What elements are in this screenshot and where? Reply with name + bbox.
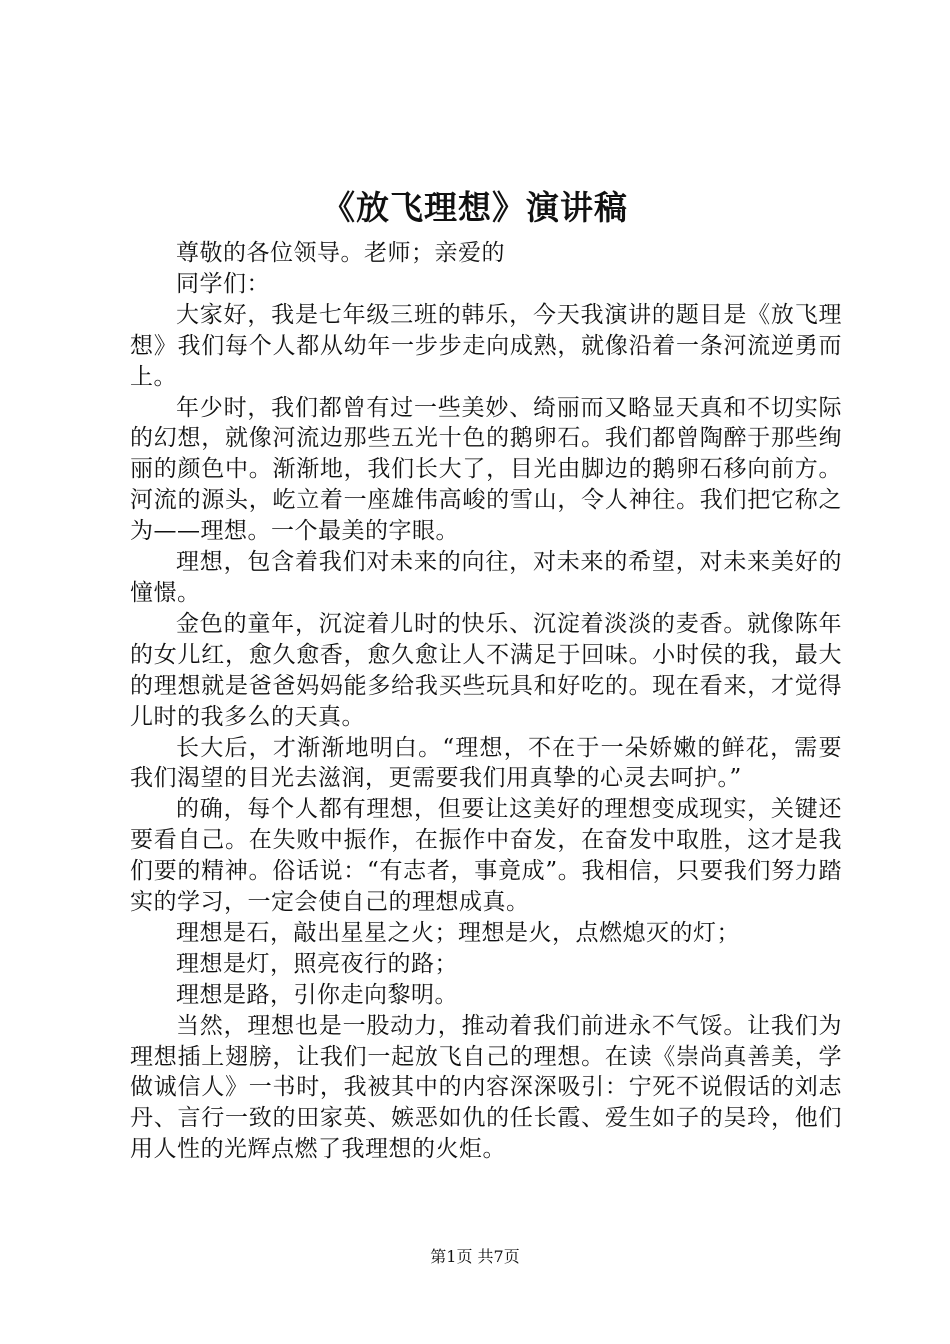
- page-footer: 第1页 共7页: [430, 1247, 520, 1266]
- paragraph: 理想是路，引你走向黎明。: [176, 981, 458, 1008]
- paragraph: 长大后，才渐渐地明白。“理想，不在于一朵娇嫩的鲜花，需要我们渴望的目光去滋润，更需要我们用真挚的心灵去呵护。”: [130, 734, 842, 792]
- document-body: [130, 238, 842, 1165]
- paragraph: 同学们：: [176, 270, 270, 297]
- paragraph: 的确，每个人都有理想，但要让这美好的理想变成现实，关键还要看自己。在失败中振作，在振作中奋发，在奋发中取胜，这才是我们要的精神。俗话说：“有志者，事竟成”。我相信，只要我们努力踏实的学习，一定会使自己的理想成真。: [130, 796, 842, 916]
- paragraph: 尊敬的各位领导。老师；亲爱的: [176, 240, 505, 266]
- paragraph: 当然，理想也是一股动力，推动着我们前进永不气馁。让我们为理想插上翅膀，让我们一起放飞自己的理想。在读《崇尚真善美，学做诚信人》一书时，我被其中的内容深深吸引：宁死不说假话的刘志丹、言行一致的田家英、嫉恶如仇的任长霞、爱生如子的吴玲，他们用人性的光辉点燃了我理想的火炬。: [130, 1012, 842, 1163]
- paragraph: 大家好，我是七年级三班的韩乐，今天我演讲的题目是《放飞理想》我们每个人都从幼年一步步走向成熟，就像沿着一条河流逆勇而上。: [130, 301, 842, 390]
- paragraph: 年少时，我们都曾有过一些美妙、绮丽而又略显天真和不切实际的幻想，就像河流边那些五光十色的鹅卵石。我们都曾陶醉于那些绚丽的颜色中。渐渐地，我们长大了，目光由脚边的鹅卵石移向前方。河流的源头，屹立着一座雄伟高峻的雪山，令人神往。我们把它称之为——理想。一个最美的字眼。: [130, 394, 842, 545]
- paragraph: 理想，包含着我们对未来的向往，对未来的希望，对未来美好的憧憬。: [130, 549, 842, 606]
- paragraph: 理想是灯，照亮夜行的路；: [176, 950, 458, 977]
- paragraph: 金色的童年，沉淀着儿时的快乐、沉淀着淡淡的麦香。就像陈年的女儿红，愈久愈香，愈久愈让人不满足于回味。小时侯的我，最大的理想就是爸爸妈妈能多给我买些玩具和好吃的。现在看来，才觉得儿时的我多么的天真。: [130, 610, 842, 730]
- document-title: 《放飞理想》演讲稿: [322, 188, 628, 227]
- paragraph: 理想是石，敲出星星之火；理想是火，点燃熄灭的灯；: [176, 919, 740, 946]
